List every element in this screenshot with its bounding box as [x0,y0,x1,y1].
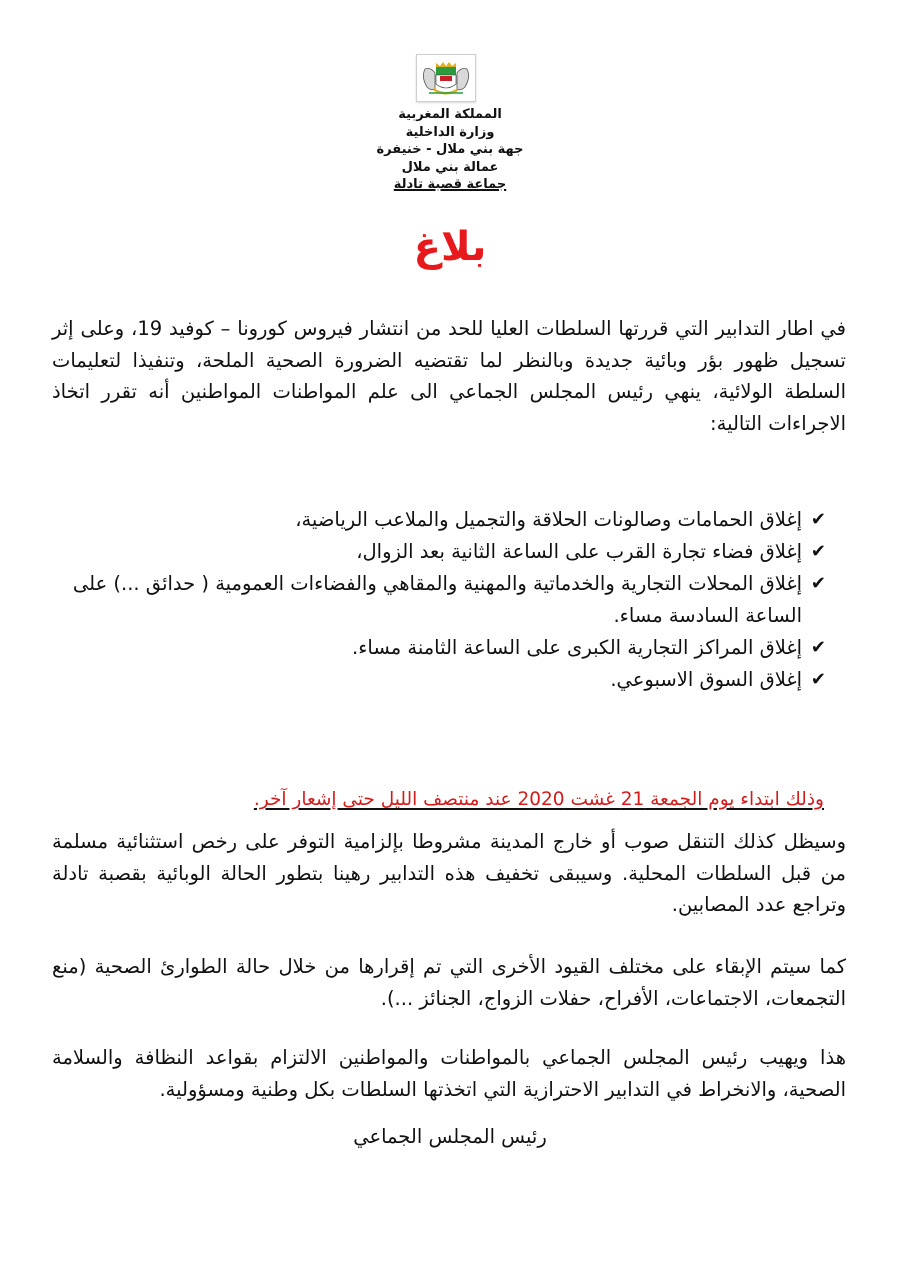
header-ministry: وزارة الداخلية [405,124,495,140]
measure-item [52,568,826,632]
checkmark-icon: ✔ [810,573,826,594]
measure-text: إغلاق الحمامات وصالونات الحلاقة والتجميل والملاعب الرياضية، [295,508,802,531]
header-prefecture: عمالة بني ملال [401,159,499,175]
measure-text: إغلاق المراكز التجارية الكبرى على الساعة الثامنة مساء. [352,636,802,659]
restrictions-paragraph: كما سيتم الإبقاء على مختلف القيود الأخرى التي تم إقرارها من خلال حالة الطوارئ الصحية (منع التجمعات، الاجتماعات، الأفراح، حفلات الزواج، الجنائز ...). [52,955,846,1010]
header-kingdom: المملكة المغربية [398,107,502,122]
measure-text: إغلاق فضاء تجارة القرب على الساعة الثانية بعد الزوال، [356,540,802,563]
checkmark-icon: ✔ [810,669,826,690]
movement-paragraph: وسيظل كذلك التنقل صوب أو خارج المدينة مشروطا بإلزامية التوفر على رخص استثنائية مسلمة من قبل السلطات المحلية. وسيبقى تخفيف هذه التدابير رهينا بتطور الحالة الوبائية بقصبة تادلة وتراجع عدد المصابين. [52,830,846,916]
coat-of-arms-icon [416,54,476,102]
signature-line: رئيس المجلس الجماعي [353,1125,547,1148]
header-region: جهة بني ملال - خنيفرة [376,142,524,157]
checkmark-icon: ✔ [810,541,826,562]
measure-item [52,664,826,696]
effective-date-notice [150,786,824,814]
document-title: بلاغ [413,224,487,270]
measures-list [52,504,826,696]
measure-text: إغلاق المحلات التجارية والخدماتية والمهنية والمقاهي والفضاءات العمومية ( حدائق ...) على [72,572,802,595]
intro-paragraph: في اطار التدابير التي قررتها السلطات العليا للحد من انتشار فيروس كورونا – كوفيد 19، وعلى إثر تسجيل ظهور بؤر وبائية جديدة وبالنظر لما تقتضيه الضرورة الصحية الملحة، وتنفيذا لتعليمات السلطة الولائية، ينهي رئيس المجلس الجماعي الى علم المواطنات المواطنين أنه تقرر اتخاذ الاجراءات التالية: [52,317,846,435]
measure-text: إغلاق السوق الاسبوعي. [610,668,802,691]
checkmark-icon: ✔ [810,509,826,530]
measure-item [52,504,826,536]
header-commune: جماعة قصبة تادلة [393,177,507,192]
measure-text-continuation: الساعة السادسة مساء. [613,604,802,627]
measure-item [52,632,826,664]
checkmark-icon: ✔ [810,637,826,658]
emblem-graphic [417,55,475,101]
appeal-paragraph: هذا ويهيب رئيس المجلس الجماعي بالمواطنات والمواطنين الالتزام بقواعد النظافة والسلامة الصحية، والانخراط في التدابير الاحترازية التي اتخذتها السلطات بكل وطنية ومسؤولية. [52,1046,846,1101]
notice-text: وذلك ابتداء يوم الجمعة 21 غشت 2020 عند منتصف الليل حتى إشعار آخر. [253,789,824,810]
issuer-header [300,106,600,194]
measure-item [52,536,826,568]
